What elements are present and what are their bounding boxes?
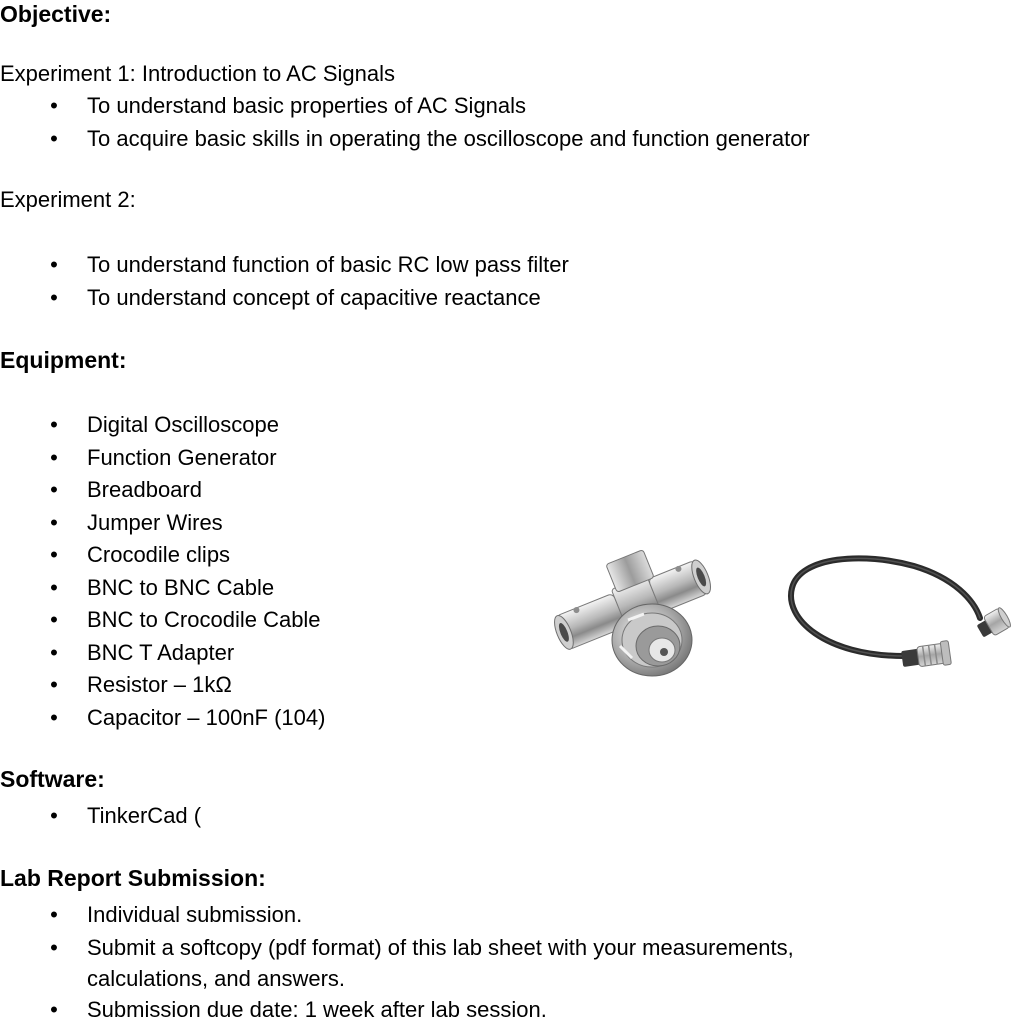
experiment-2-title: Experiment 2: [0, 186, 136, 214]
experiment-2-objectives [0, 249, 569, 314]
bullet-icon: • [44, 123, 64, 156]
list-item: • Function Generator [0, 442, 325, 475]
bnc-t-adapter-image [548, 528, 720, 678]
bullet-icon: • [44, 539, 64, 572]
submission-heading: Lab Report Submission: [0, 864, 266, 892]
equipment-heading: Equipment: [0, 346, 127, 374]
list-item: • BNC T Adapter [0, 637, 325, 670]
bullet-icon: • [44, 90, 64, 123]
list-item: • Capacitor – 100nF (104) [0, 702, 325, 735]
experiment-1-title: Experiment 1: Introduction to AC Signals [0, 60, 395, 88]
bullet-icon: • [44, 249, 64, 282]
list-item: • TinkerCad ( [0, 800, 201, 833]
bullet-icon: • [44, 702, 64, 735]
bullet-icon: • [44, 442, 64, 475]
list-item: • Digital Oscilloscope [0, 409, 325, 442]
bnc-cable-image [784, 548, 1012, 678]
list-item: • Submit a softcopy (pdf format) of this lab sheet with your measurements, calculations, and answers. [0, 932, 794, 994]
bullet-icon: • [44, 932, 64, 963]
software-list [0, 800, 201, 833]
list-item: • Breadboard [0, 474, 325, 507]
list-item: • To acquire basic skills in operating the oscilloscope and function generator [0, 123, 810, 156]
list-item: • Resistor – 1kΩ [0, 669, 325, 702]
list-item: • Submission due date: 1 week after lab session. [0, 994, 794, 1026]
list-item: • BNC to Crocodile Cable [0, 604, 325, 637]
objective-heading: Objective: [0, 0, 111, 28]
submission-list [0, 899, 794, 1026]
experiment-1-objectives [0, 90, 810, 155]
list-item: • Individual submission. [0, 899, 794, 932]
bullet-icon: • [44, 899, 64, 932]
bullet-icon: • [44, 409, 64, 442]
bullet-icon: • [44, 282, 64, 315]
equipment-list [0, 409, 325, 734]
list-item: • To understand basic properties of AC Signals [0, 90, 810, 123]
bullet-icon: • [44, 800, 64, 833]
list-item: • Jumper Wires [0, 507, 325, 540]
bullet-icon: • [44, 669, 64, 702]
bullet-icon: • [44, 507, 64, 540]
bullet-icon: • [44, 994, 64, 1026]
list-item: • To understand function of basic RC low pass filter [0, 249, 569, 282]
list-item: • Crocodile clips [0, 539, 325, 572]
bullet-icon: • [44, 604, 64, 637]
list-item: • To understand concept of capacitive reactance [0, 282, 569, 315]
bullet-icon: • [44, 572, 64, 605]
list-item: • BNC to BNC Cable [0, 572, 325, 605]
bullet-icon: • [44, 474, 64, 507]
software-heading: Software: [0, 765, 105, 793]
bullet-icon: • [44, 637, 64, 670]
